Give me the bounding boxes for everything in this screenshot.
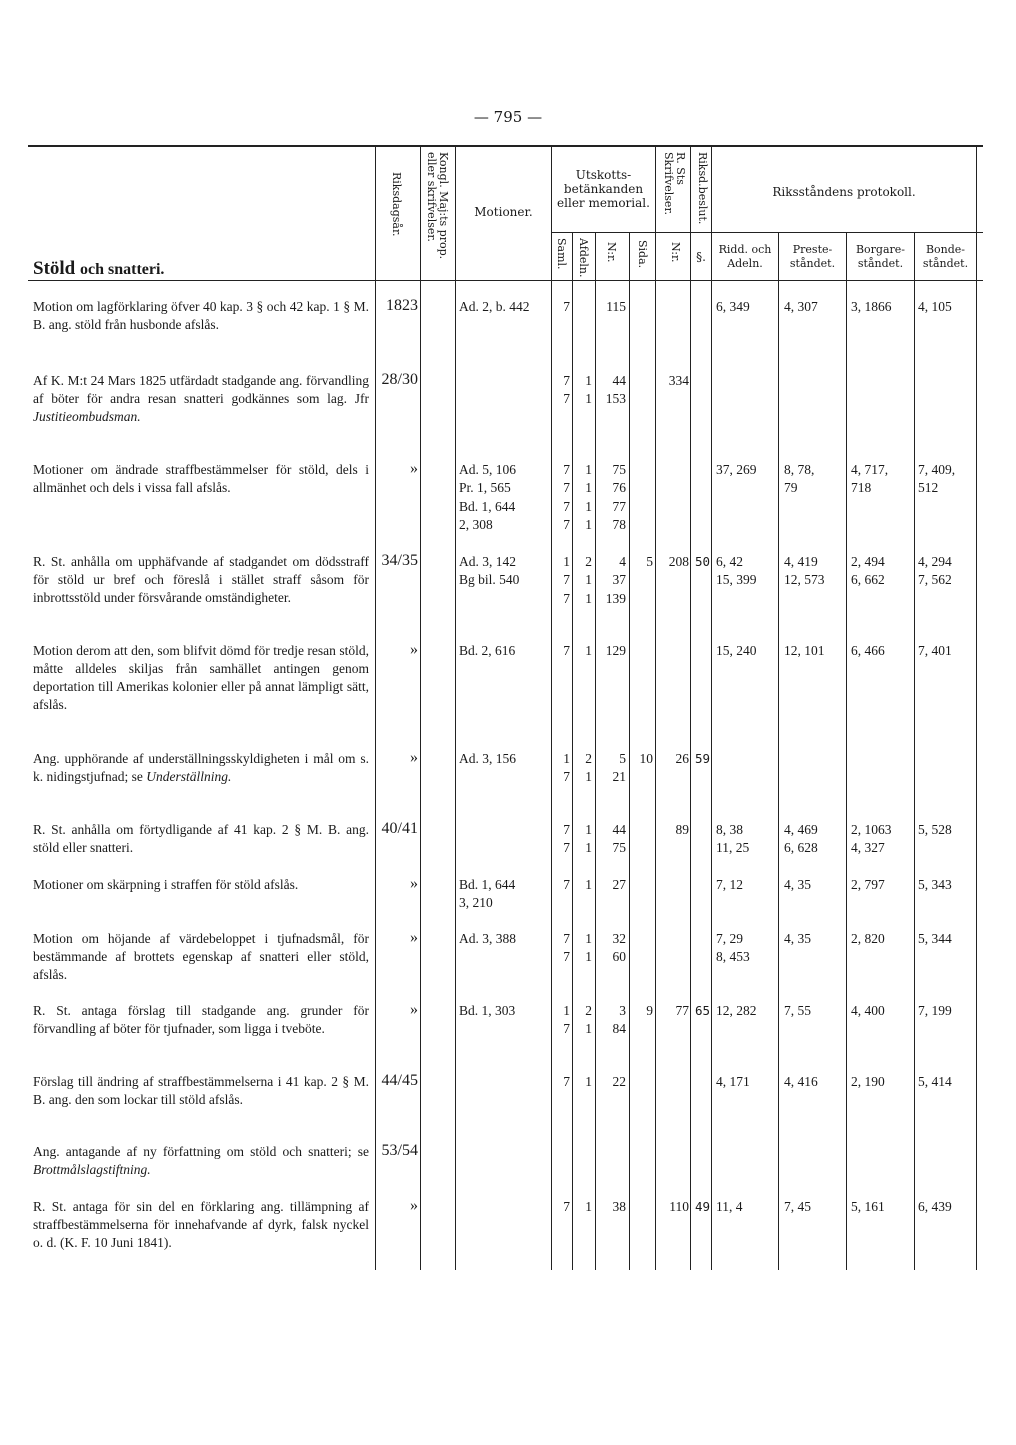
entry-description-text: R. St. antaga förslag till stadgande ang. grunder för förvandling af böter för tjufnader, som ligga i tveböte. <box>33 1003 369 1036</box>
entry-ridd: 11, 4 <box>716 1199 743 1214</box>
entry-borgare: 3, 1866 <box>851 299 892 314</box>
entry-description <box>33 461 369 497</box>
entry-beslut: 50 <box>694 554 710 569</box>
entry-preste: 8, 78, 79 <box>784 462 815 496</box>
entry-ridd: 7, 29 8, 453 <box>716 931 750 965</box>
entry-saml: 7 <box>563 643 570 658</box>
entry-year: » <box>410 749 418 766</box>
entry-borgare: 2, 820 <box>851 931 885 946</box>
entry-saml: 7 <box>563 1199 570 1214</box>
entry-crossref: Justitieombudsman. <box>33 409 141 424</box>
protokoll-sub-rule <box>711 232 983 233</box>
entry-rsts: 26 <box>675 751 689 766</box>
entry-year: 44/45 <box>381 1072 418 1089</box>
entry-preste: 4, 416 <box>784 1074 818 1089</box>
entry-description <box>33 930 369 984</box>
entry-description <box>33 553 369 607</box>
col-line <box>711 145 712 1270</box>
entry-nr: 75 76 77 78 <box>612 462 626 532</box>
entry-motioner: Ad. 3, 156 <box>459 751 516 766</box>
entry-bonde: 7, 199 <box>918 1003 952 1018</box>
entry-description <box>33 750 369 786</box>
entry-saml: 7 <box>563 877 570 892</box>
entry-beslut: 59 <box>694 751 710 766</box>
entry-motioner: Ad. 2, b. 442 <box>459 299 530 314</box>
header-utskotts: Utskotts- betänkanden eller memorial. <box>557 168 650 210</box>
entry-nr: 4 37 139 <box>605 554 626 606</box>
entry-bonde: 4, 105 <box>918 299 952 314</box>
col-line <box>690 145 691 1270</box>
entry-nr: 22 <box>612 1074 626 1089</box>
entry-motioner: Bd. 1, 303 <box>459 1003 516 1018</box>
entry-preste: 7, 45 <box>784 1199 811 1214</box>
entry-description-text: Motion om höjande af värdebeloppet i tjufnadsmål, för bestämmande af brottets egenskap af snatteri eller stöld, afslås. <box>33 931 369 982</box>
entry-nr: 44 153 <box>605 373 626 407</box>
entry-nr: 32 60 <box>612 931 626 965</box>
entry-year: » <box>410 460 418 477</box>
entry-ridd: 12, 282 <box>716 1003 757 1018</box>
header-protokoll: Riksståndens protokoll. <box>772 185 916 199</box>
entry-description <box>33 642 369 714</box>
entry-afdeln: 1 <box>585 643 592 658</box>
entry-year: » <box>410 641 418 658</box>
entry-motioner: Bd. 2, 616 <box>459 643 516 658</box>
entry-nr: 38 <box>612 1199 626 1214</box>
section-title-suffix: och snatteri. <box>80 261 165 278</box>
col-line <box>778 232 779 1270</box>
entry-preste: 4, 35 <box>784 877 811 892</box>
header-riksdagsar: Riksdagsår. <box>390 172 403 237</box>
entry-sida: 10 <box>639 751 653 766</box>
entry-description-text: R. St. anhålla om förtydligande af 41 kap. 2 § M. B. ang. stöld eller snatteri. <box>33 822 369 855</box>
utskotts-sub-rule <box>551 232 655 233</box>
entry-description <box>33 298 369 334</box>
col-line <box>846 232 847 1270</box>
entry-ridd: 15, 240 <box>716 643 757 658</box>
entry-afdeln: 1 <box>585 1199 592 1214</box>
header-kongl: Kongl. Maj:ts prop. eller skrifvelser. <box>425 152 450 260</box>
header-rsts: R. Sts Skrifvelser. <box>662 152 687 215</box>
header-borgare: Borgare- ståndet. <box>855 243 906 270</box>
header-afdeln: Afdeln. <box>577 238 590 278</box>
entry-saml: 7 7 <box>563 373 570 407</box>
entry-nr: 3 84 <box>612 1003 626 1037</box>
entry-description-text: Ang. upphörande af underställningsskyldigheten i mål om s. k. nidingstjufnad; se <box>33 751 369 784</box>
entry-afdeln: 1 1 <box>585 931 592 965</box>
entry-afdeln: 1 1 1 1 <box>585 462 592 532</box>
entry-motioner: Ad. 3, 142 Bg bil. 540 <box>459 554 520 588</box>
entry-motioner: Ad. 3, 388 <box>459 931 516 946</box>
entry-borgare: 2, 190 <box>851 1074 885 1089</box>
header-rule <box>28 280 983 281</box>
entry-beslut: 65 <box>694 1003 710 1018</box>
entry-ridd: 37, 269 <box>716 462 757 477</box>
entry-saml: 7 <box>563 1074 570 1089</box>
entry-rsts: 334 <box>668 373 689 388</box>
entry-preste: 4, 35 <box>784 931 811 946</box>
entry-year: 34/35 <box>381 552 418 569</box>
entry-afdeln: 1 1 <box>585 822 592 856</box>
col-line <box>976 145 977 1270</box>
entry-ridd: 4, 171 <box>716 1074 750 1089</box>
entry-description-text: Motioner om ändrade straffbestämmelser för stöld, dels i allmänhet och dels i vissa fall afslås. <box>33 462 369 495</box>
entry-rsts: 89 <box>675 822 689 837</box>
entry-afdeln: 2 1 1 <box>585 554 592 606</box>
header-bonde: Bonde- ståndet. <box>922 243 969 270</box>
entry-saml: 1 7 <box>563 1003 570 1037</box>
entry-year: 53/54 <box>381 1142 418 1159</box>
entry-year: » <box>410 929 418 946</box>
entry-bonde: 5, 343 <box>918 877 952 892</box>
entry-bonde: 5, 414 <box>918 1074 952 1089</box>
entry-description-text: Af K. M:t 24 Mars 1825 utfärdadt stadgande ang. förvandling af böter för andra resan snatteri godkännes som lag. Jfr <box>33 373 369 406</box>
entry-bonde: 5, 344 <box>918 931 952 946</box>
entry-year: 1823 <box>386 297 418 314</box>
entry-year: » <box>410 875 418 892</box>
entry-afdeln: 2 1 <box>585 751 592 785</box>
entry-rsts: 208 <box>668 554 689 569</box>
col-line <box>420 145 421 1270</box>
entry-borgare: 6, 466 <box>851 643 885 658</box>
entry-year: 40/41 <box>381 820 418 837</box>
entry-crossref: Underställning. <box>146 769 232 784</box>
header-motioner: Motioner. <box>474 205 533 219</box>
entry-bonde: 6, 439 <box>918 1199 952 1214</box>
entry-beslut: 49 <box>694 1199 710 1214</box>
entry-sida: 5 <box>646 554 653 569</box>
entry-description <box>33 1002 369 1038</box>
entry-ridd: 8, 38 11, 25 <box>716 822 750 856</box>
section-title-main: Stöld <box>33 258 76 279</box>
entry-description <box>33 372 369 426</box>
entry-year: » <box>410 1197 418 1214</box>
entry-rsts: 77 <box>675 1003 689 1018</box>
entry-crossref: Brottmålslagstiftning. <box>33 1162 151 1177</box>
entry-borgare: 4, 400 <box>851 1003 885 1018</box>
entry-afdeln: 2 1 <box>585 1003 592 1037</box>
entry-description-text: R. St. antaga för sin del en förklaring ang. tillämpning af straffbestämmelserna för innehafvande af dyrk, falsk nyckel o. d. (K. F. 10 Juni 1841). <box>33 1199 369 1250</box>
entry-preste: 4, 419 12, 573 <box>784 554 825 588</box>
entry-saml: 7 7 7 7 <box>563 462 570 532</box>
header-nr: N:r. <box>605 242 618 263</box>
entry-ridd: 6, 42 15, 399 <box>716 554 757 588</box>
entry-year: » <box>410 1001 418 1018</box>
entry-bonde: 7, 409, 512 <box>918 462 956 496</box>
entry-description-text: Ang. antagande af ny författning om stöld och snatteri; se <box>33 1144 369 1159</box>
entry-borgare: 4, 717, 718 <box>851 462 889 496</box>
entry-description <box>33 1198 369 1252</box>
entry-description-text: Motion om lagförklaring öfver 40 kap. 3 § och 42 kap. 1 § M. B. ang. stöld från husbonde afslås. <box>33 299 369 332</box>
entry-afdeln: 1 1 <box>585 373 592 407</box>
header-preste: Preste- ståndet. <box>789 243 836 270</box>
entry-nr: 5 21 <box>612 751 626 785</box>
entry-motioner: Ad. 5, 106 Pr. 1, 565 Bd. 1, 644 2, 308 <box>459 462 516 532</box>
header-riksd-beslut: Riksd.beslut. <box>696 152 709 225</box>
entry-preste: 7, 55 <box>784 1003 811 1018</box>
entry-nr: 44 75 <box>612 822 626 856</box>
entry-year: 28/30 <box>381 371 418 388</box>
header-paragraph: §. <box>696 250 706 264</box>
entry-description-text: R. St. anhålla om upphäfvande af stadgandet om dödsstraff för stöld ur bref och föreslå i stället straff såsom för inbrottsstöld under försvårande omständigheter. <box>33 554 369 605</box>
entry-description <box>33 1073 369 1109</box>
entry-preste: 12, 101 <box>784 643 825 658</box>
header-nr2: N:r. <box>669 242 682 263</box>
entry-saml: 1 7 <box>563 751 570 785</box>
entry-saml: 7 7 <box>563 931 570 965</box>
entry-borgare: 5, 161 <box>851 1199 885 1214</box>
entry-preste: 4, 307 <box>784 299 818 314</box>
col-line <box>655 145 656 1270</box>
section-title <box>33 258 164 280</box>
rsts-sub-rule <box>656 232 711 233</box>
col-line <box>455 145 456 1270</box>
entry-nr: 129 <box>605 643 626 658</box>
entry-rsts: 110 <box>669 1199 689 1214</box>
entry-saml: 1 7 7 <box>563 554 570 606</box>
entry-bonde: 5, 528 <box>918 822 952 837</box>
entry-bonde: 7, 401 <box>918 643 952 658</box>
entry-preste: 4, 469 6, 628 <box>784 822 818 856</box>
entry-saml: 7 <box>563 299 570 314</box>
entry-nr: 27 <box>612 877 626 892</box>
entry-borgare: 2, 797 <box>851 877 885 892</box>
entry-afdeln: 1 <box>585 1074 592 1089</box>
entry-description <box>33 821 369 857</box>
entry-description-text: Förslag till ändring af straffbestämmelserna i 41 kap. 2 § M. B. ang. den som lockar till stöld afslås. <box>33 1074 369 1107</box>
col-line <box>914 232 915 1270</box>
entry-sida: 9 <box>646 1003 653 1018</box>
entry-ridd: 6, 349 <box>716 299 750 314</box>
entry-ridd: 7, 12 <box>716 877 743 892</box>
entry-borgare: 2, 494 6, 662 <box>851 554 885 588</box>
entry-nr: 115 <box>606 299 626 314</box>
entry-description <box>33 1143 369 1179</box>
entry-description-text: Motion derom att den, som blifvit dömd för tredje resan stöld, måtte alldeles skiljas från samhället antingen genom deportation till Amerikas kolonier eller på annat lämpligt sätt, afslås. <box>33 643 369 712</box>
entry-borgare: 2, 1063 4, 327 <box>851 822 892 856</box>
header-samt: Saml. <box>555 238 568 270</box>
entry-description-text: Motioner om skärpning i straffen för stöld afslås. <box>33 877 299 892</box>
entry-afdeln: 1 <box>585 877 592 892</box>
entry-bonde: 4, 294 7, 562 <box>918 554 952 588</box>
entry-description <box>33 876 369 894</box>
top-rule <box>28 145 983 147</box>
header-ridd: Ridd. och Adeln. <box>718 243 772 270</box>
header-sida: Sida. <box>636 240 649 269</box>
entry-motioner: Bd. 1, 644 3, 210 <box>459 877 516 911</box>
page-number: — 795 — <box>473 108 543 126</box>
entry-saml: 7 7 <box>563 822 570 856</box>
